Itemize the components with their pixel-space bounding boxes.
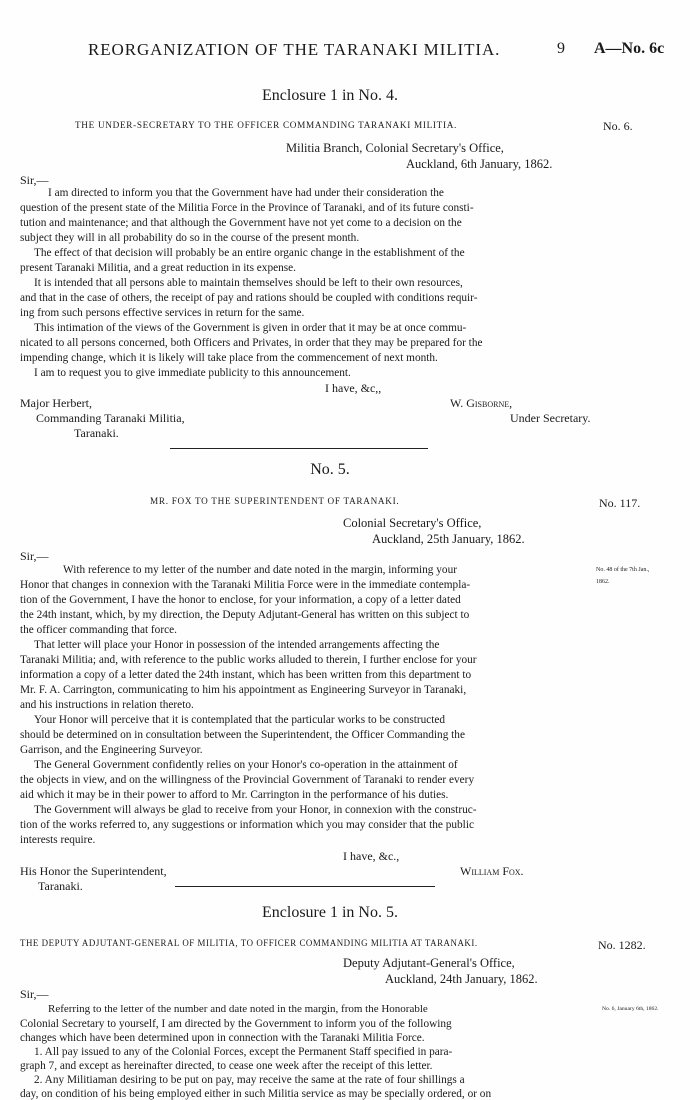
signature-name: W. Gisborne, bbox=[450, 396, 513, 410]
section-divider bbox=[175, 886, 435, 887]
enclosure-heading: Enclosure 1 in No. 4. bbox=[262, 87, 398, 104]
body-line: This intimation of the views of the Government is given in order that it may be at once commu- bbox=[34, 322, 467, 334]
body-line: day, on condition of his being employed either in such Militia service as may be specially ordered, or on bbox=[20, 1088, 492, 1100]
body-line: 2. Any Militiaman desiring to be put on pay, may receive the same at the rate of four shillings a bbox=[34, 1074, 465, 1086]
recipient-place: Taranaki. bbox=[38, 879, 83, 893]
body-line: changes which have been determined upon in connection with the Taranaki Militia Force. bbox=[20, 1032, 425, 1044]
body-line: the objects in view, and on the willingness of the Provincial Government of Taranaki to render every bbox=[20, 774, 475, 786]
body-line: present Taranaki Militia, and a great reduction in its expense. bbox=[20, 262, 296, 274]
signature-title: Under Secretary. bbox=[510, 411, 591, 425]
body-line: nicated to all persons concerned, both Officers and Privates, in order that they may be prepared for the bbox=[20, 337, 483, 349]
document-reference: A—No. 6c bbox=[594, 40, 665, 57]
body-line: tion of the Government, I have the honor to enclose, for your information, a copy of a letter dated bbox=[20, 594, 461, 606]
body-line: and that in the case of others, the receipt of pay and rations should be coupled with conditions requir- bbox=[20, 292, 478, 304]
letter-heading: No. 5. bbox=[310, 461, 350, 478]
letter-date-line: Auckland, 25th January, 1862. bbox=[372, 532, 525, 546]
body-line: graph 7, and except as hereinafter directed, to cease one week after the receipt of this letter. bbox=[20, 1060, 433, 1072]
letter-subject: THE DEPUTY ADJUTANT-GENERAL OF MILITIA, TO OFFICER COMMANDING MILITIA AT TARANAKI. bbox=[20, 938, 478, 948]
side-number: No. 1282. bbox=[598, 938, 646, 952]
body-line: tution and maintenance; and that although the Government have not yet come to a decision on the bbox=[20, 217, 462, 229]
body-line: the 24th instant, which, by my direction, the Deputy Adjutant-General has written on this subject to bbox=[20, 609, 470, 621]
body-line: aid which it may be in their power to afford to Mr. Carrington in the performance of his duties. bbox=[20, 789, 449, 801]
signature-name: William Fox. bbox=[460, 864, 524, 878]
margin-note: No. 48 of the 7th Jan., bbox=[596, 567, 650, 573]
salutation: Sir,— bbox=[20, 549, 49, 563]
body-line: and his instructions in relation thereto. bbox=[20, 699, 194, 711]
recipient-place: Taranaki. bbox=[74, 426, 119, 440]
body-line: interests require. bbox=[20, 834, 96, 846]
body-line: Taranaki Militia; and, with reference to the public works alluded to therein, I further enclose for your bbox=[20, 654, 477, 666]
body-line: The effect of that decision will probably be an entire organic change in the establishment of the bbox=[34, 247, 465, 259]
body-line: Colonial Secretary to yourself, I am directed by the Government to inform you of the following bbox=[20, 1018, 452, 1030]
page-number: 9 bbox=[557, 40, 565, 57]
body-line: It is intended that all persons able to maintain themselves should be left to their own resources, bbox=[34, 277, 463, 289]
body-line: 1. All pay issued to any of the Colonial Forces, except the Permanent Staff specified in para- bbox=[34, 1046, 453, 1058]
body-line: tion of the works referred to, any suggestions or information which you may consider that the public bbox=[20, 819, 474, 831]
letter-subject: THE UNDER-SECRETARY TO THE OFFICER COMMANDING TARANAKI MILITIA. bbox=[75, 120, 458, 130]
letter-subject: MR. FOX TO THE SUPERINTENDENT OF TARANAKI. bbox=[150, 496, 400, 506]
body-line: Your Honor will perceive that it is contemplated that the particular works to be constructed bbox=[34, 714, 446, 726]
body-line: information a copy of a letter dated the 24th instant, which has been written from this department to bbox=[20, 669, 472, 681]
body-line: With reference to my letter of the number and date noted in the margin, informing your bbox=[63, 564, 457, 576]
body-line: The General Government confidently relies on your Honor's co-operation in the attainment of bbox=[34, 759, 458, 771]
body-line: Garrison, and the Engineering Surveyor. bbox=[20, 744, 203, 756]
document-header-title: REORGANIZATION OF THE TARANAKI MILITIA. bbox=[88, 40, 501, 59]
enclosure-heading: Enclosure 1 in No. 5. bbox=[262, 904, 398, 921]
letter-address-line: Militia Branch, Colonial Secretary's Office, bbox=[286, 141, 504, 155]
side-number: No. 6. bbox=[603, 119, 633, 133]
body-line: I am directed to inform you that the Government have had under their consideration the bbox=[48, 187, 444, 199]
body-line: ing from such persons effective services in return for the same. bbox=[20, 307, 305, 319]
recipient-name: His Honor the Superintendent, bbox=[20, 864, 167, 878]
recipient-name: Major Herbert, bbox=[20, 396, 92, 410]
salutation: Sir,— bbox=[20, 173, 49, 187]
section-divider bbox=[170, 448, 428, 449]
letter-address-line: Colonial Secretary's Office, bbox=[343, 516, 482, 530]
body-line: Mr. F. A. Carrington, communicating to him his appointment as Engineering Surveyor in Taranaki, bbox=[20, 684, 467, 696]
body-line: the officer commanding that force. bbox=[20, 624, 177, 636]
side-number: No. 117. bbox=[599, 496, 641, 510]
body-line: question of the present state of the Militia Force in the Province of Taranaki, and of its future consti- bbox=[20, 202, 474, 214]
body-line: The Government will always be glad to receive from your Honor, in connexion with the construc- bbox=[34, 804, 477, 816]
closing: I have, &c,, bbox=[325, 381, 382, 395]
letter-date-line: Auckland, 6th January, 1862. bbox=[406, 157, 553, 171]
body-line: Honor that changes in connexion with the Taranaki Militia Force were in the immediate contempla- bbox=[20, 579, 471, 591]
salutation: Sir,— bbox=[20, 987, 49, 1001]
letter-date-line: Auckland, 24th January, 1862. bbox=[385, 972, 538, 986]
body-line: That letter will place your Honor in possession of the intended arrangements affecting the bbox=[34, 639, 440, 651]
letter-address-line: Deputy Adjutant-General's Office, bbox=[343, 956, 515, 970]
body-line: impending change, which it is likely will take place from the commencement of next month. bbox=[20, 352, 438, 364]
body-line: subject they will in all probability do so in the course of the present month. bbox=[20, 232, 360, 244]
recipient-title: Commanding Taranaki Militia, bbox=[36, 411, 185, 425]
margin-note: 1862. bbox=[596, 579, 610, 585]
body-line: Referring to the letter of the number and date noted in the margin, from the Honorable bbox=[48, 1003, 428, 1015]
margin-note: No. 6, January 6th, 1862. bbox=[602, 1006, 659, 1012]
body-line: should be determined on in consultation between the Superintendent, the Officer Commanding the bbox=[20, 729, 465, 741]
body-line: I am to request you to give immediate publicity to this announcement. bbox=[34, 367, 351, 379]
closing: I have, &c., bbox=[343, 849, 400, 863]
